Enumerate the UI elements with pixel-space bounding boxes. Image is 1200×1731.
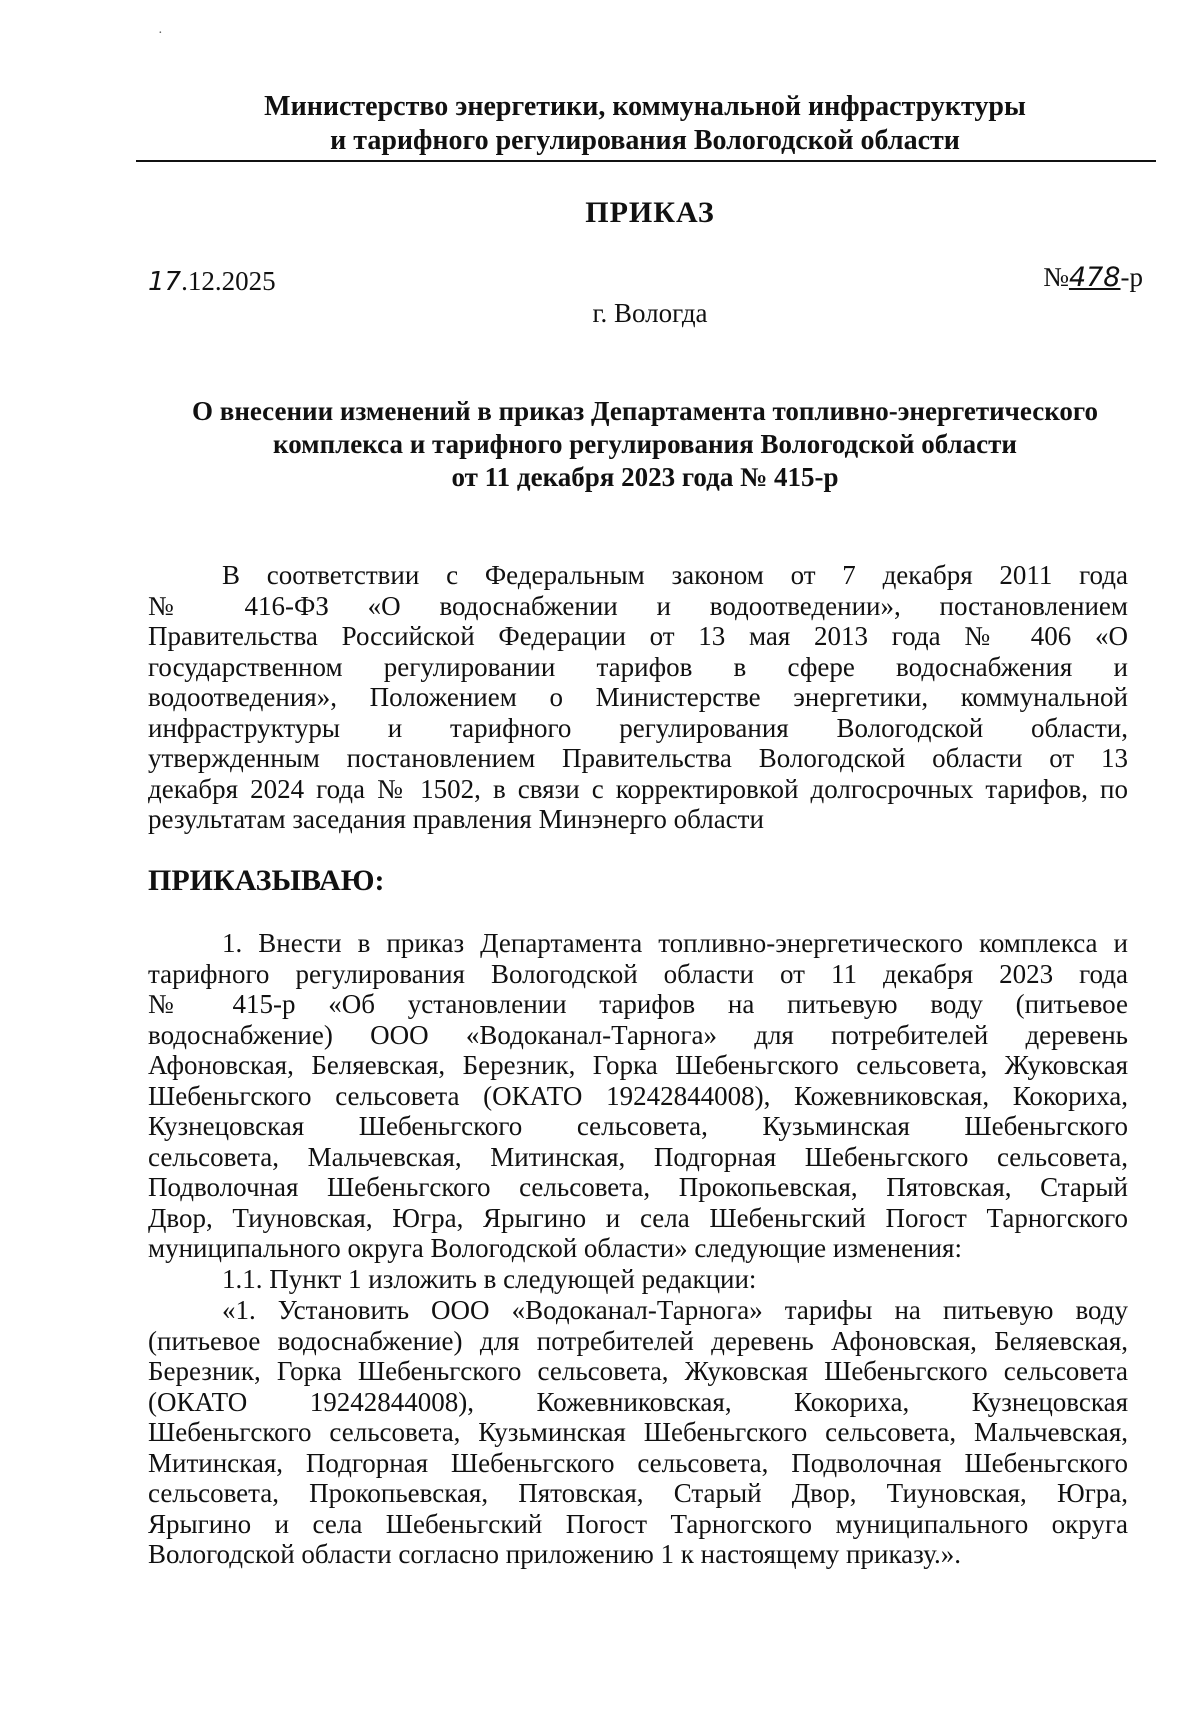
text-line: 1. Внести в приказ Департамента топливно-энергетического комплекса и xyxy=(222,928,1128,958)
header-divider xyxy=(136,160,1156,162)
text-line: (ОКАТО 19242844008), Кожевниковская, Кокориха, Кузнецовская xyxy=(148,1386,1128,1417)
text-line: государственном регулировании тарифов в сфере водоснабжения и xyxy=(148,651,1128,682)
subject-line: комплекса и тарифного регулирования Вологодской области xyxy=(273,429,1017,459)
subject-line: от 11 декабря 2023 года № 415-р xyxy=(451,462,839,492)
text-line: Афоновская, Беляевская, Березник, Горка Шебеньгского сельсовета, Жуковская xyxy=(148,1050,1128,1080)
text-line: муниципального округа Вологодской области» следующие изменения: xyxy=(148,1233,962,1263)
number-sign: № xyxy=(1043,262,1069,292)
text-line: Ярыгино и села Шебеньгский Погост Тарногского муниципального округа xyxy=(148,1508,1128,1539)
text-line: Митинская, Подгорная Шебеньгского сельсовета, Подволочная Шебеньгского xyxy=(148,1447,1128,1478)
text-line: водоотведения», Положением о Министерстве энергетики, коммунальной xyxy=(148,682,1128,712)
text-line: Кузнецовская Шебеньгского сельсовета, Кузьминская Шебеньгского xyxy=(148,1111,1128,1141)
text-line: Вологодской области согласно приложению 1 к настоящему приказу.». xyxy=(148,1539,962,1569)
text-line: сельсовета, Мальчевская, Митинская, Подгорная Шебеньгского сельсовета, xyxy=(148,1141,1128,1172)
item-1-1-paragraph xyxy=(148,1295,1128,1570)
text-line: Шебеньгского сельсовета, Кузьминская Шебеньгского сельсовета, Мальчевская, xyxy=(148,1417,1128,1447)
text-line: Шебеньгского сельсовета (ОКАТО 19242844008), Кожевниковская, Кокориха, xyxy=(148,1080,1128,1111)
text-line: Березник, Горка Шебеньгского сельсовета, Жуковская Шебеньгского сельсовета xyxy=(148,1356,1128,1386)
ministry-header xyxy=(140,90,1150,158)
ministry-line: и тарифного регулирования Вологодской области xyxy=(330,125,960,156)
text-line: водоснабжение) ООО «Водоканал-Тарнога» для потребителей деревень xyxy=(148,1019,1128,1050)
handwritten-number: 478 xyxy=(1068,262,1121,293)
text-line: инфраструктуры и тарифного регулирования Вологодской области, xyxy=(148,712,1128,743)
text-line: декабря 2024 года № 1502, в связи с корректировкой долгосрочных тарифов, по xyxy=(148,773,1128,804)
order-date xyxy=(148,266,276,297)
text-line: (питьевое водоснабжение) для потребителей деревень Афоновская, Беляевская, xyxy=(148,1325,1128,1356)
item-1-paragraph xyxy=(148,928,1128,1294)
subject-line: О внесении изменений в приказ Департамента топливно-энергетического xyxy=(191,396,1098,426)
text-line: № 415-р «Об установлении тарифов на питьевую воду (питьевое xyxy=(148,989,1128,1019)
text-line: сельсовета, Прокопьевская, Пятовская, Старый Двор, Тиуновская, Югра, xyxy=(148,1478,1128,1508)
handwritten-day: 17 xyxy=(148,267,182,297)
text-line: В соответствии с Федеральным законом от 7 декабря 2011 года xyxy=(222,560,1128,590)
number-suffix: -р xyxy=(1120,262,1143,292)
text-line: Правительства Российской Федерации от 13 мая 2013 года № 406 «О xyxy=(148,621,1128,651)
ministry-line: Министерство энергетики, коммунальной инфраструктуры xyxy=(264,91,1026,122)
decree-word: ПРИКАЗЫВАЮ: xyxy=(148,864,385,897)
text-line: «1. Установить ООО «Водоканал-Тарнога» тарифы на питьевую воду xyxy=(222,1295,1128,1325)
text-line: Подволочная Шебеньгского сельсовета, Прокопьевская, Пятовская, Старый xyxy=(148,1172,1128,1202)
order-city: г. Вологда xyxy=(592,298,708,328)
text-line: 1.1. Пункт 1 изложить в следующей редакции: xyxy=(222,1263,757,1294)
text-line: Двор, Тиуновская, Югра, Ярыгино и села Шебеньгский Погост Тарногского xyxy=(148,1202,1128,1233)
text-line: результатам заседания правления Минэнерго области xyxy=(148,804,764,834)
order-number xyxy=(1043,262,1143,293)
scan-speck: · xyxy=(158,26,163,41)
order-title: ПРИКАЗ xyxy=(585,196,715,229)
preamble-paragraph xyxy=(148,560,1128,835)
text-line: утвержденным постановлением Правительства Вологодской области от 13 xyxy=(148,743,1128,773)
printed-date: .12.2025 xyxy=(181,266,276,296)
text-line: тарифного регулирования Вологодской области от 11 декабря 2023 года xyxy=(148,958,1128,989)
order-subject xyxy=(140,395,1150,494)
text-line: № 416-ФЗ «О водоснабжении и водоотведении», постановлением xyxy=(148,590,1128,621)
